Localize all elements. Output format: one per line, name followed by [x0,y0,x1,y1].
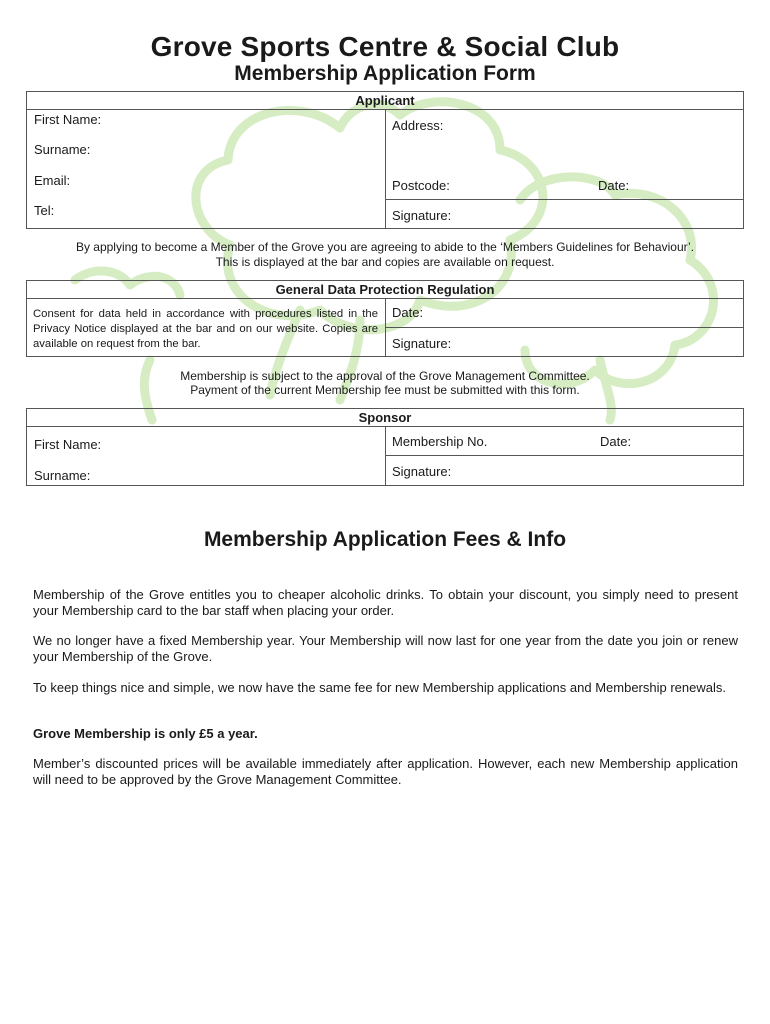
sponsor-section [26,408,744,486]
approval-line-1: Membership is subject to the approval of the Grove Management Committee. [180,369,590,383]
sponsor-signature-label[interactable]: Signature: [392,464,452,479]
agreement-line-1: By applying to become a Member of the Grove you are agreeing to abide to the ‘Members Guidelines for Behaviour’. [75,240,695,254]
fees-paragraph-2: We no longer have a fixed Membership year. Your Membership will now last for one year from the date you join or renew your Membership of the Grove. [33,633,738,664]
fees-paragraph-5: Member’s discounted prices will be available immediately after application. However, each new Membership application will need to be approved by the Grove Management Committee. [33,756,738,787]
applicant-section [26,91,744,229]
gdpr-signature-label[interactable]: Signature: [392,336,452,351]
agreement-line-2: This is displayed at the bar and copies are available on request. [215,255,555,269]
fees-price-statement: Grove Membership is only £5 a year. [33,726,258,741]
gdpr-date-label[interactable]: Date: [392,305,424,320]
applicant-date-label[interactable]: Date: [598,178,630,193]
gdpr-section [26,280,744,357]
sponsor-membership-no-label[interactable]: Membership No. [392,434,488,449]
fees-paragraph-1: Membership of the Grove entitles you to cheaper alcoholic drinks. To obtain your discount, you simply need to present your Membership card to the bar staff when placing your order. [33,587,738,618]
fees-paragraph-3: To keep things nice and simple, we now have the same fee for new Membership applications and Membership renewals. [33,680,726,695]
applicant-heading: Applicant [27,92,743,110]
approval-line-2: Payment of the current Membership fee must be submitted with this form. [190,383,580,397]
fees-heading: Membership Application Fees & Info [203,528,567,551]
applicant-tel-label[interactable]: Tel: [34,203,55,218]
gdpr-consent-text: Consent for data held in accordance with procedures listed in the Privacy Notice displayed at the bar and on our website. Copies are available on request from the bar. [33,308,378,350]
applicant-email-label[interactable]: Email: [34,173,71,188]
sponsor-heading: Sponsor [27,409,743,427]
applicant-surname-label[interactable]: Surname: [34,142,91,157]
applicant-postcode-label[interactable]: Postcode: [392,178,450,193]
sponsor-date-label[interactable]: Date: [600,434,632,449]
applicant-address-label[interactable]: Address: [392,118,444,133]
sponsor-first-name-label[interactable]: First Name: [34,437,102,452]
page-title: Grove Sports Centre & Social Club [150,31,620,62]
applicant-signature-label[interactable]: Signature: [392,208,452,223]
gdpr-heading: General Data Protection Regulation [27,281,743,299]
applicant-first-name-label[interactable]: First Name: [34,112,102,127]
sponsor-surname-label[interactable]: Surname: [34,468,91,483]
page-subtitle: Membership Application Form [234,62,536,85]
